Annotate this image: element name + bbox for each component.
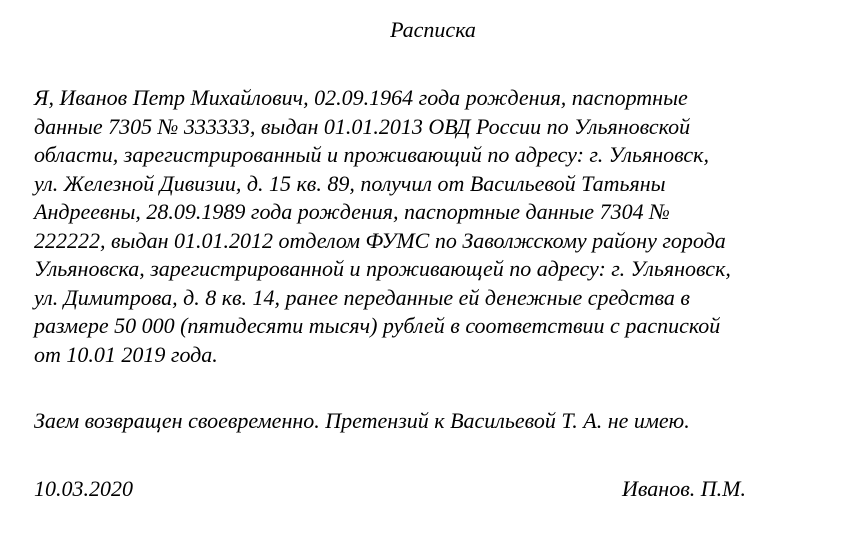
body-line: Я, Иванов Петр Михайлович, 02.09.1964 года рождения, паспортные	[34, 85, 688, 110]
body-line: Ульяновска, зарегистрированной и проживающей по адресу: г. Ульяновск,	[34, 256, 731, 281]
signature-name: Иванов. П.М.	[622, 476, 746, 501]
body-line: данные 7305 № 333333, выдан 01.01.2013 ОВД России по Ульяновской	[34, 113, 691, 139]
body-line: ул. Железной Дивизии, д. 15 кв. 89, получил от Васильевой Татьяны	[34, 170, 666, 196]
body-line: 222222, выдан 01.01.2012 отделом ФУМС по Заволжскому району города	[34, 227, 726, 253]
body-line: размере 50 000 (пятидесяти тысяч) рублей в соответствии с распиской	[34, 313, 721, 338]
document-title: Расписка	[390, 17, 476, 42]
document-body	[34, 84, 854, 369]
document-date: 10.03.2020	[34, 476, 133, 501]
body-line: ул. Димитрова, д. 8 кв. 14, ранее переданные ей денежные средства в	[34, 284, 690, 310]
body-line: Андреевны, 28.09.1989 года рождения, паспортные данные 7304 №	[34, 199, 670, 224]
body-line: области, зарегистрированный и проживающий по адресу: г. Ульяновск,	[34, 142, 709, 167]
body-line: от 10.01 2019 года.	[34, 341, 218, 367]
repayment-statement: Заем возвращен своевременно. Претензий к Васильевой Т. А. не имею.	[34, 408, 690, 433]
